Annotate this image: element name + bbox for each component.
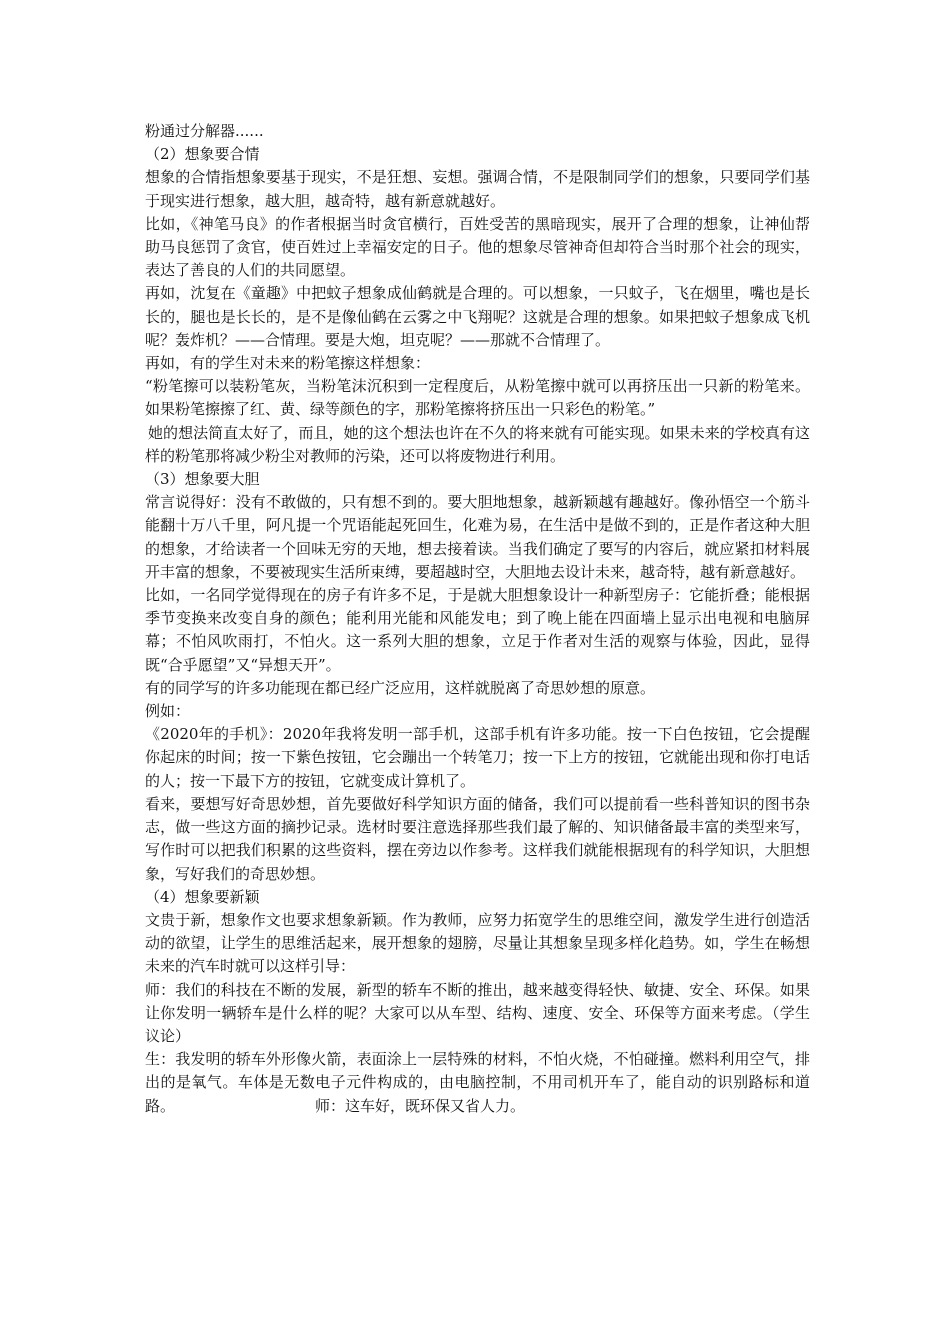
paragraph: 再如，沈复在《童趣》中把蚊子想象成仙鹤就是合理的。可以想象，一只蚊子，飞在烟里，嘴也是长长的，腿也是长长的，是不是像仙鹤在云雾之中飞翔呢？这就是合理的想象。如果把蚊子想象成飞机呢？轰炸机？——合情理。要是大炮，坦克呢？——那就不合情理了。	[145, 284, 810, 349]
paragraph: 想象的合情指想象要基于现实，不是狂想、妄想。强调合情，不是限制同学们的想象，只要同学们基于现实进行想象，越大胆，越奇特，越有新意就越好。	[145, 168, 810, 210]
paragraph-final	[145, 1048, 810, 1118]
section-heading-4: （4）想象要新颖	[145, 887, 260, 906]
paragraph: 有的同学写的许多功能现在都已经广泛应用，这样就脱离了奇思妙想的原意。	[145, 678, 656, 697]
paragraph: 文贵于新，想象作文也要求想象新颖。作为教师，应努力拓宽学生的思维空间，激发学生进行创造活动的欲望，让学生的思维活起来，展开想象的翅膀，尽量让其想象呈现多样化趋势。如，学生在畅想未来的汽车时就可以这样引导：	[145, 910, 810, 976]
paragraph: 看来，要想写好奇思妙想，首先要做好科学知识方面的储备，我们可以提前看一些科普知识的图书杂志，做一些这方面的摘抄记录。选材时要注意选择那些我们最了解的、知识储备最丰富的类型来写，写作时可以把我们积累的这些资料，摆在旁边以作参考。这样我们就能根据现有的科学知识，大胆想象，写好我们的奇思妙想。	[145, 794, 810, 883]
quote-paragraph: “粉笔擦可以装粉笔灰，当粉笔沫沉积到一定程度后，从粉笔擦中就可以再挤压出一只新的粉笔来。如果粉笔擦擦了红、黄、绿等颜色的字，那粉笔擦将挤压出一只彩色的粉笔。”	[145, 377, 810, 419]
paragraph: 再如，有的学生对未来的粉笔擦这样想象：	[145, 354, 431, 373]
section-heading-3: （3）想象要大胆	[145, 470, 260, 489]
text-line: 粉通过分解器......	[145, 122, 264, 140]
paragraph: 例如：	[145, 702, 191, 721]
paragraph: 比如，《神笔马良》的作者根据当时贪官横行，百姓受苦的黑暗现实，展开了合理的想象，让神仙帮助马良惩罚了贪官，使百姓过上幸福安定的日子。他的想象尽管神奇但却符合当时那个社会的现实，表达了善良的人们的共同愿望。	[145, 214, 810, 280]
document-page	[145, 120, 810, 1118]
paragraph: 常言说得好：没有不敢做的，只有想不到的。要大胆地想象，越新颖越有趣越好。像孙悟空一个筋斗能翻十万八千里，阿凡提一个咒语能起死回生，化难为易，在生活中是做不到的，正是作者这种大胆的想象，才给读者一个回味无穷的天地，想去接着读。当我们确定了要写的内容后，就应紧扣材料展开丰富的想象，不要被现实生活所束缚，要超越时空，大胆地去设计未来，越奇特，越有新意越好。	[145, 493, 810, 581]
student-answer: 生：我发明的轿车外形像火箭，表面涂上一层特殊的材料，不怕火烧，不怕碰撞。燃料利用空气，排出的是氧气。车体是无数电子元件构成的，由电脑控制，不用司机开车了，能自动的识别路标和道路。	[145, 1050, 810, 1115]
paragraph: 比如，一名同学觉得现在的房子有许多不足，于是就大胆想象设计一种新型房子：它能折叠；能根据季节变换来改变自身的颜色；能利用光能和风能发电；到了晚上能在四面墙上显示出电视和电脑屏幕；不怕风吹雨打，不怕火。这一系列大胆的想象，立足于作者对生活的观察与体验，因此，显得既“合乎愿望”又“异想天开”。	[145, 586, 810, 674]
teacher-reply: 师：这车好，既环保又省人力。	[315, 1096, 526, 1115]
paragraph: 她的想法简直太好了，而且，她的这个想法也许在不久的将来就有可能实现。如果未来的学校真有这样的粉笔那将减少粉尘对教师的污染，还可以将废物进行利用。	[145, 423, 810, 465]
section-heading-2: （2）想象要合情	[145, 145, 260, 164]
paragraph: 《2020年的手机》：2020年我将发明一部手机，这部手机有许多功能。按一下白色按钮，它会提醒你起床的时间；按一下紫色按钮，它会蹦出一个转笔刀；按一下上方的按钮，它就能出现和你打电话的人；按一下最下方的按钮，它就变成计算机了。	[145, 725, 810, 790]
paragraph: 师：我们的科技在不断的发展，新型的轿车不断的推出，越来越变得轻快、敏捷、安全、环保。如果让你发明一辆轿车是什么样的呢？大家可以从车型、结构、速度、安全、环保等方面来考虑。（学生议论）	[145, 980, 810, 1045]
